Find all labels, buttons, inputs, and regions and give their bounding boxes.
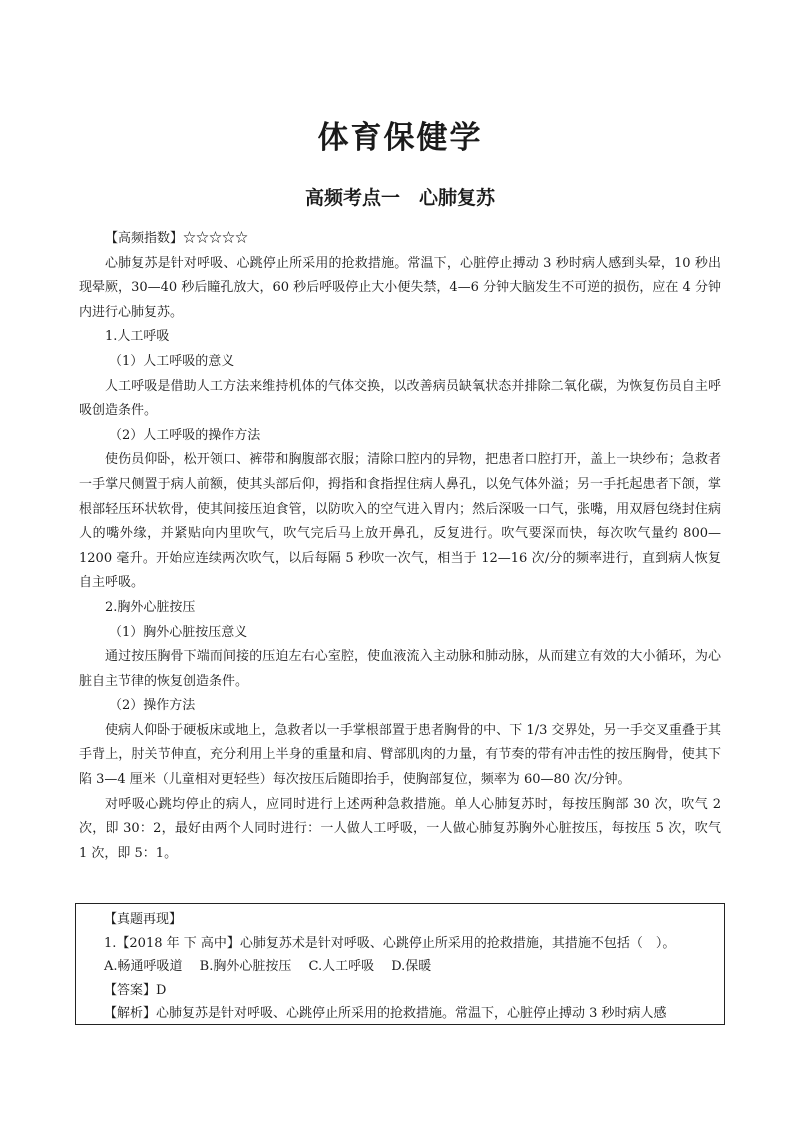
exam-question: 1.【2018 年 下 高中】心肺复苏术是针对呼吸、心跳停止所采用的抢救措施，其措施不包括（ ）。 <box>104 935 676 951</box>
part1-sub1-heading: （1）人工呼吸的意义 <box>109 353 235 369</box>
part1-sub1-text: 人工呼吸是借助人工方法来维持机体的气体交换，以改善病员缺氧状态并排除二氧化碳，为恢复伤员自主呼吸创造条件。 <box>79 378 721 419</box>
page-title: 体育保健学 <box>317 120 483 156</box>
part1-heading: 1.人工呼吸 <box>105 329 170 345</box>
answer-value: D <box>156 982 167 998</box>
frequency-line <box>79 227 721 252</box>
exam-box <box>75 903 725 1025</box>
part1-sub2-text: 使伤员仰卧，松开领口、裤带和胸腹部衣服；清除口腔内的异物，把患者口腔打开，盖上一块纱布；急救者一手掌尺侧置于病人前额，使其头部后仰，拇指和食指捏住病人鼻孔，以免气体外溢；另一手托起患者下颌，掌根部轻压环状软骨，使其间接压迫食管，以防吹入的空气进入胃内；然后深吸一口气，张嘴，用双唇包绕封住病人的嘴外缘，并紧贴向内里吹气，吹气完后马上放开鼻孔，反复进行。吹气要深而快，每次吹气量约 800—1200 毫升。开始应连续两次吹气，以后每隔 5 秒吹一次气，相当于 12—16 次/分的频率进行，直到病人恢复自主呼吸。 <box>79 452 721 591</box>
answer-label: 【答案】 <box>104 982 157 998</box>
frequency-label: 【高频指数】 <box>105 231 184 246</box>
frequency-stars: ☆☆☆☆☆ <box>183 231 249 246</box>
document-body <box>79 227 721 866</box>
analysis-text: 心肺复苏是针对呼吸、心跳停止所采用的抢救措施。常温下，心脏停止搏动 3 秒时病人感 <box>156 1006 667 1021</box>
section-title: 高频考点一 心肺复苏 <box>304 187 495 209</box>
part2-summary: 对呼吸心跳均停止的病人，应同时进行上述两种急救措施。单人心肺复苏时，每按压胸部 30 次，吹气 2 次，即 30：2，最好由两个人同时进行：一人做人工呼吸，一人做心肺复苏胸外心脏按压，每按压 5 次，吹气 1 次，即 5：1。 <box>79 796 721 861</box>
intro-paragraph: 心肺复苏是针对呼吸、心跳停止所采用的抢救措施。常温下，心脏停止搏动 3 秒时病人感到头晕，10 秒出现晕厥，30—40 秒后瞳孔放大，60 秒后呼吸停止大小便失禁，4—6 分钟大脑发生不可逆的损伤，应在 4 分钟内进行心肺复苏。 <box>79 255 721 320</box>
part2-sub2-heading: （2）操作方法 <box>109 698 196 714</box>
exam-analysis-line <box>88 1002 714 1026</box>
exam-answer-line <box>88 979 714 1003</box>
exam-heading: 【真题再现】 <box>104 912 183 927</box>
analysis-label: 【解析】 <box>104 1006 157 1021</box>
part2-sub1-text: 通过按压胸骨下端而间接的压迫左右心室腔，使血液流入主动脉和肺动脉，从而建立有效的大小循环，为心脏自主节律的恢复创造条件。 <box>79 649 721 689</box>
part2-heading: 2.胸外心脏按压 <box>105 599 196 615</box>
part2-sub2-text: 使病人仰卧于硬板床或地上，急救者以一手掌根部置于患者胸骨的中、下 1/3 交界处，另一手交叉重叠于其手背上，肘关节伸直，充分利用上半身的重量和肩、臂部肌肉的力量，有节奏的带有冲击性的按压胸骨，使其下陷 3—4 厘米（儿童相对更轻些）每次按压后随即抬手，使胸部复位，频率为 60—80 次/分钟。 <box>79 722 721 788</box>
exam-options: A.畅通呼吸道 B.胸外心脏按压 C.人工呼吸 D.保暖 <box>104 959 432 974</box>
part1-sub2-heading: （2）人工呼吸的操作方法 <box>109 427 261 443</box>
part2-sub1-heading: （1）胸外心脏按压意义 <box>109 624 248 640</box>
